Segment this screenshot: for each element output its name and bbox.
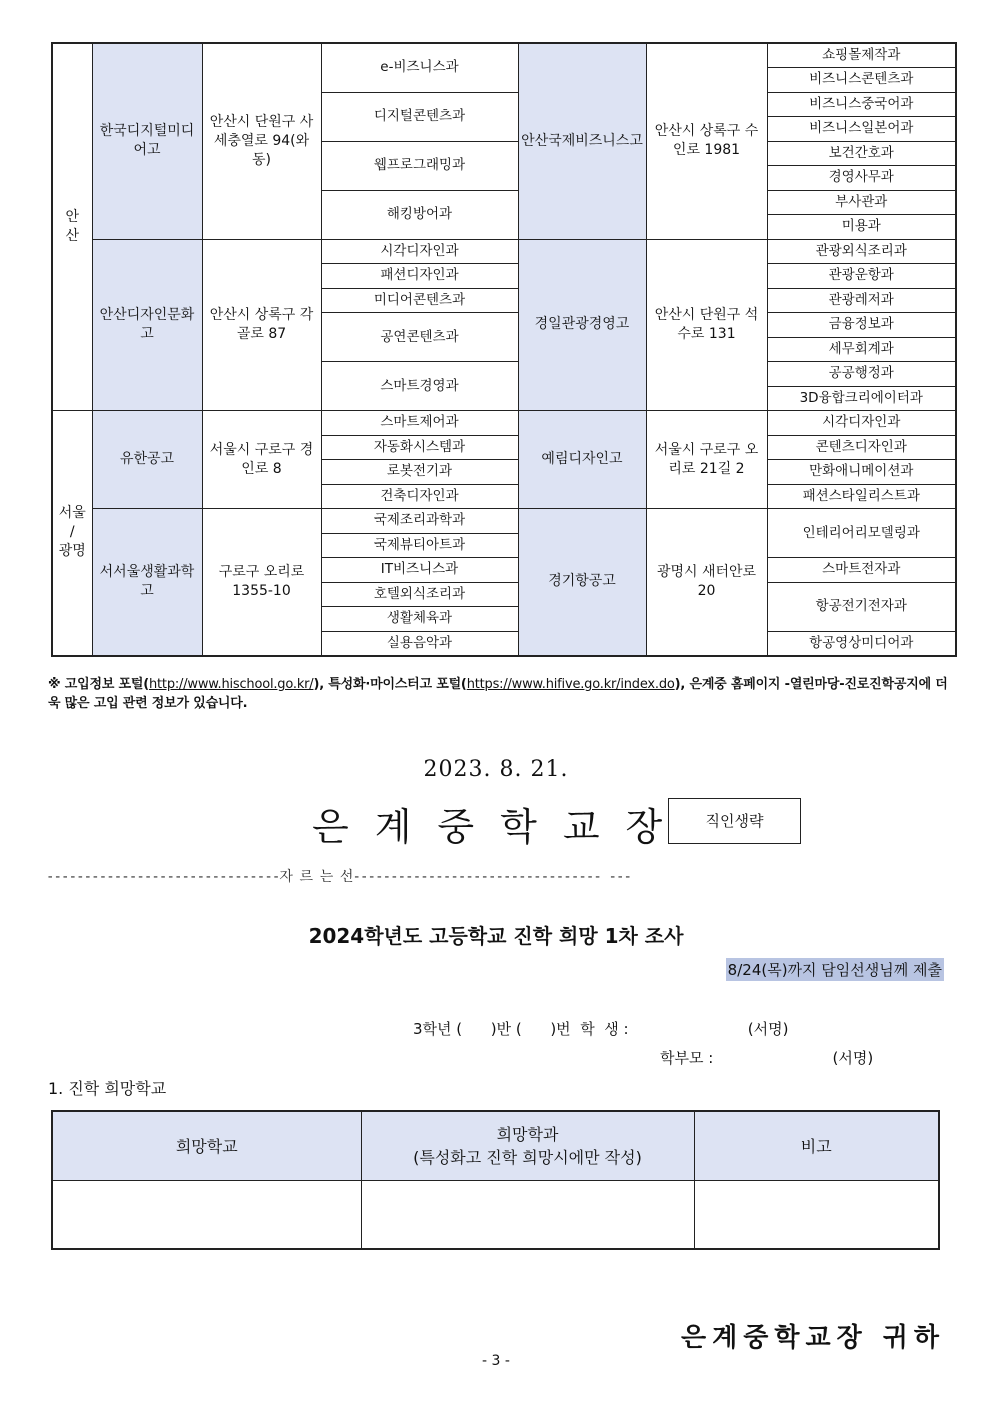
dept-cell: 시각디자인과 — [767, 411, 956, 436]
dept-cell: 국제뷰티아트과 — [321, 533, 518, 558]
cut-line: -------------------------------자 르 는 선--------------------------------- --- — [46, 869, 632, 885]
dept-cell: 쇼핑몰제작과 — [767, 43, 956, 68]
school-address: 안산시 상록구 수인로 1981 — [646, 43, 767, 239]
wish-school-table — [51, 1110, 940, 1250]
school-address: 안산시 단원구 석수로 131 — [646, 239, 767, 411]
dept-cell: 웹프로그래밍과 — [321, 141, 518, 190]
dept-cell: 공공행정과 — [767, 362, 956, 387]
dept-cell: e-비즈니스과 — [321, 43, 518, 92]
school-address: 서울시 구로구 오리로 21길 2 — [646, 411, 767, 509]
dept-cell: 관광외식조리과 — [767, 239, 956, 264]
input-remark-cell[interactable] — [694, 1181, 939, 1250]
school-address: 서울시 구로구 경인로 8 — [202, 411, 321, 509]
school-name: 유한공고 — [92, 411, 202, 509]
dept-cell: 비즈니스일본어과 — [767, 117, 956, 142]
hifive-link[interactable]: https://www.hifive.go.kr/index.do — [466, 677, 675, 692]
school-address: 안산시 단원구 사세충열로 94(와동) — [202, 43, 321, 239]
dept-cell: 비즈니스중국어과 — [767, 92, 956, 117]
dept-cell: 보건간호과 — [767, 141, 956, 166]
page-number: - 3 - — [482, 1353, 510, 1369]
survey-title: 2024학년도 고등학교 진학 희망 1차 조사 — [308, 924, 684, 948]
dept-cell: 스마트전자과 — [767, 558, 956, 583]
school-address: 광명시 새터안로 20 — [646, 509, 767, 656]
dept-cell: 인테리어리모델링과 — [767, 509, 956, 558]
info-note: ※ 고입정보 포털(http://www.hischool.go.kr/), 특성화·마이스터고 포털(https://www.hifive.go.kr/index.do), 은계중 홈페이지 -열린마당-진로진학공지에 더욱 많은 고입 관련 정보가 있습니다. — [48, 677, 948, 711]
dept-cell: 실용음악과 — [321, 631, 518, 656]
section-title: 1. 진학 희망학교 — [48, 1079, 167, 1098]
dept-cell: 해킹방어과 — [321, 190, 518, 239]
region-ansan: 안 산 — [52, 43, 92, 411]
dept-cell: 디지털콘텐츠과 — [321, 92, 518, 141]
dept-cell: 콘텐츠디자인과 — [767, 435, 956, 460]
dept-cell: 스마트제어과 — [321, 411, 518, 436]
school-address: 안산시 상록구 각골로 87 — [202, 239, 321, 411]
dept-cell: 패션스타일리스트과 — [767, 484, 956, 509]
header-remark: 비고 — [694, 1111, 939, 1181]
dept-cell: 국제조리과학과 — [321, 509, 518, 534]
dept-cell: 부사관과 — [767, 190, 956, 215]
dept-cell: 미용과 — [767, 215, 956, 240]
dept-cell: 관광레저과 — [767, 288, 956, 313]
dept-cell: 패션디자인과 — [321, 264, 518, 289]
input-dept-cell[interactable] — [361, 1181, 694, 1250]
dept-cell: 금융정보과 — [767, 313, 956, 338]
closing-addressee: 은계중학교장 귀하 — [681, 1323, 945, 1353]
deadline-banner: 8/24(목)까지 담임선생님께 제출 — [726, 958, 944, 981]
dept-cell: 미디어콘텐츠과 — [321, 288, 518, 313]
dept-cell: 만화애니메이션과 — [767, 460, 956, 485]
dept-cell: 경영사무과 — [767, 166, 956, 191]
dept-cell: 건축디자인과 — [321, 484, 518, 509]
school-name: 안산국제비즈니스고 — [518, 43, 646, 239]
issue-date: 2023. 8. 21. — [423, 757, 569, 782]
dept-cell: 비즈니스콘텐츠과 — [767, 68, 956, 93]
dept-cell: IT비즈니스과 — [321, 558, 518, 583]
dept-cell: 시각디자인과 — [321, 239, 518, 264]
dept-cell: 관광운항과 — [767, 264, 956, 289]
dept-cell: 항공영상미디어과 — [767, 631, 956, 656]
dept-cell: 자동화시스템과 — [321, 435, 518, 460]
school-name: 경기항공고 — [518, 509, 646, 656]
school-address: 구로구 오리로 1355-10 — [202, 509, 321, 656]
header-school: 희망학교 — [52, 1111, 361, 1181]
header-dept: 희망학과 (특성화고 진학 희망시에만 작성) — [361, 1111, 694, 1181]
hischool-link[interactable]: http://www.hischool.go.kr/ — [148, 677, 314, 692]
dept-cell: 로봇전기과 — [321, 460, 518, 485]
parent-info-line: 학부모 : (서명) — [660, 1049, 874, 1067]
student-info-line: 3학년 ( )반 ( )번 학 생 : (서명) — [413, 1020, 789, 1038]
school-name: 안산디자인문화고 — [92, 239, 202, 411]
school-name: 경일관광경영고 — [518, 239, 646, 411]
school-name: 예림디자인고 — [518, 411, 646, 509]
dept-cell: 3D융합크리에이터과 — [767, 386, 956, 411]
dept-cell: 공연콘텐츠과 — [321, 313, 518, 362]
dept-cell: 항공전기전자과 — [767, 582, 956, 631]
dept-cell: 생활체육과 — [321, 607, 518, 632]
seal-omitted-box: 직인생략 — [668, 798, 801, 844]
school-name: 한국디지털미디어고 — [92, 43, 202, 239]
input-school-cell[interactable] — [52, 1181, 361, 1250]
principal-name: 은계중학교장 — [312, 805, 689, 849]
school-info-table — [51, 42, 957, 657]
school-name: 서서울생활과학고 — [92, 509, 202, 656]
dept-cell: 스마트경영과 — [321, 362, 518, 411]
dept-cell: 세무회계과 — [767, 337, 956, 362]
dept-cell: 호텔외식조리과 — [321, 582, 518, 607]
region-seoul: 서울 / 광명 — [52, 411, 92, 656]
